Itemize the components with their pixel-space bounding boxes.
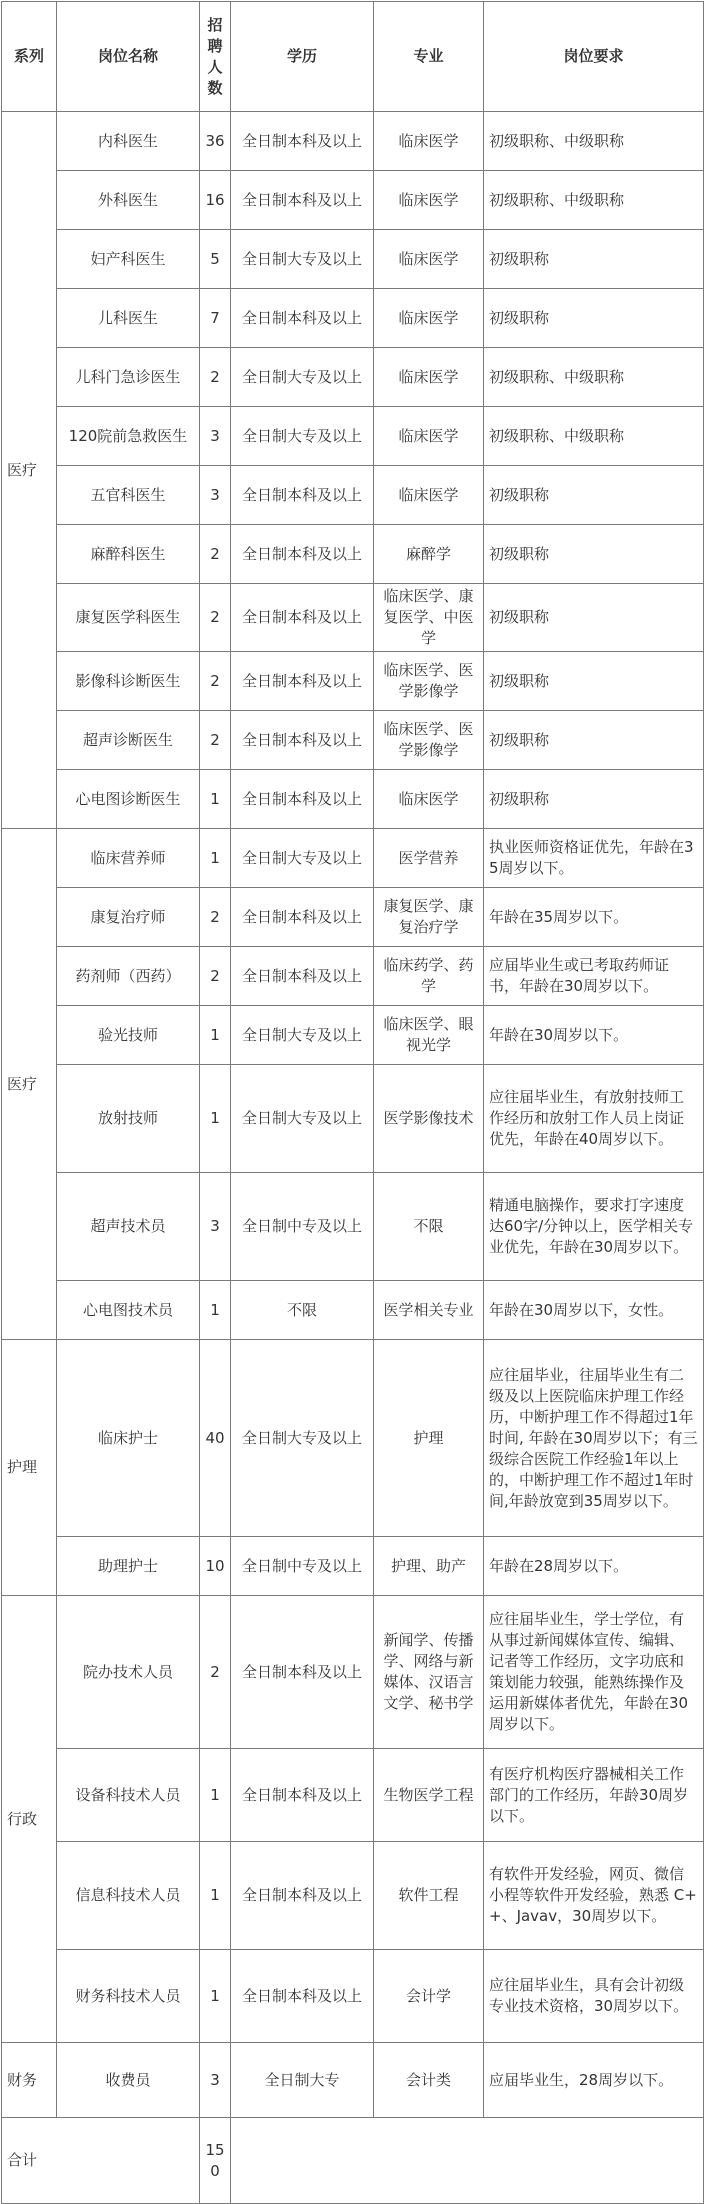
- table-row: [2, 407, 704, 466]
- education-cell: 全日制本科及以上: [231, 888, 374, 947]
- category-cell: 医疗: [2, 112, 57, 829]
- table-row: [2, 230, 704, 289]
- education-cell: 全日制本科及以上: [231, 770, 374, 829]
- header-count: 招聘人数: [200, 2, 231, 112]
- requirements-cell: 应往届毕业生，具有会计初级专业技术资格，30周岁以下。: [484, 1950, 704, 2043]
- header-category: 系列: [2, 2, 57, 112]
- requirements-cell: 应届毕业生，28周岁以下。: [484, 2043, 704, 2118]
- header-major: 专业: [374, 2, 484, 112]
- table-row: [2, 525, 704, 584]
- count-cell: 1: [200, 1950, 231, 2043]
- header-requirements: 岗位要求: [484, 2, 704, 112]
- table-row: [2, 1173, 704, 1281]
- count-cell: 10: [200, 1537, 231, 1596]
- requirements-cell: 精通电脑操作，要求打字速度达60字/分钟以上，医学相关专业优先，年龄在30周岁以下。: [484, 1173, 704, 1281]
- education-cell: 全日制中专及以上: [231, 1537, 374, 1596]
- education-cell: 全日制大专及以上: [231, 1065, 374, 1173]
- count-cell: 2: [200, 1596, 231, 1749]
- header-row: [2, 2, 704, 112]
- major-cell: 临床医学、医学影像学: [374, 652, 484, 711]
- count-cell: 3: [200, 2043, 231, 2118]
- major-cell: 临床药学、药学: [374, 947, 484, 1006]
- requirements-cell: 初级职称: [484, 525, 704, 584]
- table-row: [2, 1281, 704, 1340]
- requirements-cell: 初级职称: [484, 584, 704, 652]
- position-cell: 儿科医生: [57, 289, 200, 348]
- education-cell: 全日制大专及以上: [231, 348, 374, 407]
- category-cell: 医疗: [2, 829, 57, 1340]
- total-count: 150: [200, 2118, 231, 2204]
- major-cell: 临床医学、康复医学、中医学: [374, 584, 484, 652]
- count-cell: 5: [200, 230, 231, 289]
- requirements-cell: 初级职称: [484, 711, 704, 770]
- count-cell: 2: [200, 711, 231, 770]
- count-cell: 2: [200, 652, 231, 711]
- major-cell: 临床医学、医学影像学: [374, 711, 484, 770]
- position-cell: 康复医学科医生: [57, 584, 200, 652]
- category-cell: 护理: [2, 1340, 57, 1596]
- major-cell: 临床医学: [374, 230, 484, 289]
- education-cell: 全日制本科及以上: [231, 1842, 374, 1950]
- table-row: [2, 466, 704, 525]
- table-body: [2, 2, 704, 2204]
- table-row: [2, 1537, 704, 1596]
- table-row: [2, 652, 704, 711]
- position-cell: 助理护士: [57, 1537, 200, 1596]
- count-cell: 1: [200, 1749, 231, 1842]
- major-cell: 软件工程: [374, 1842, 484, 1950]
- table-row: [2, 1006, 704, 1065]
- position-cell: 120院前急救医生: [57, 407, 200, 466]
- count-cell: 16: [200, 171, 231, 230]
- major-cell: 临床医学: [374, 289, 484, 348]
- requirements-cell: 执业医师资格证优先，年龄在35周岁以下。: [484, 829, 704, 888]
- requirements-cell: 初级职称: [484, 466, 704, 525]
- count-cell: 7: [200, 289, 231, 348]
- count-cell: 1: [200, 1281, 231, 1340]
- education-cell: 全日制大专及以上: [231, 1340, 374, 1537]
- count-cell: 1: [200, 1842, 231, 1950]
- position-cell: 放射技师: [57, 1065, 200, 1173]
- table-row: [2, 770, 704, 829]
- education-cell: 全日制大专及以上: [231, 407, 374, 466]
- position-cell: 收费员: [57, 2043, 200, 2118]
- major-cell: 临床医学: [374, 770, 484, 829]
- major-cell: 临床医学: [374, 112, 484, 171]
- major-cell: 新闻学、传播学、网络与新媒体、汉语言文学、秘书学: [374, 1596, 484, 1749]
- count-cell: 40: [200, 1340, 231, 1537]
- count-cell: 2: [200, 888, 231, 947]
- requirements-cell: 年龄在35周岁以下。: [484, 888, 704, 947]
- table-row: [2, 1065, 704, 1173]
- table-row: [2, 1842, 704, 1950]
- position-cell: 超声诊断医生: [57, 711, 200, 770]
- total-empty-cell: [231, 2118, 704, 2204]
- position-cell: 心电图技术员: [57, 1281, 200, 1340]
- count-cell: 1: [200, 829, 231, 888]
- table-row: [2, 289, 704, 348]
- position-cell: 财务科技术人员: [57, 1950, 200, 2043]
- position-cell: 内科医生: [57, 112, 200, 171]
- major-cell: 护理: [374, 1340, 484, 1537]
- position-cell: 麻醉科医生: [57, 525, 200, 584]
- position-cell: 妇产科医生: [57, 230, 200, 289]
- requirements-cell: 应往届毕业生，学士学位，有从事过新闻媒体宣传、编辑、记者等工作经历，文字功底和策划能力较强，能熟练操作及运用新媒体者优先，年龄在30周岁以下。: [484, 1596, 704, 1749]
- education-cell: 全日制大专及以上: [231, 829, 374, 888]
- major-cell: 临床医学、眼视光学: [374, 1006, 484, 1065]
- education-cell: 全日制本科及以上: [231, 1950, 374, 2043]
- requirements-cell: 年龄在30周岁以下。: [484, 1006, 704, 1065]
- position-cell: 药剂师（西药）: [57, 947, 200, 1006]
- position-cell: 临床营养师: [57, 829, 200, 888]
- table-row: [2, 947, 704, 1006]
- requirements-cell: 初级职称: [484, 770, 704, 829]
- table-row: [2, 348, 704, 407]
- requirements-cell: 初级职称: [484, 230, 704, 289]
- count-cell: 36: [200, 112, 231, 171]
- education-cell: 全日制大专: [231, 2043, 374, 2118]
- position-cell: 心电图诊断医生: [57, 770, 200, 829]
- count-cell: 1: [200, 1065, 231, 1173]
- major-cell: 医学影像技术: [374, 1065, 484, 1173]
- major-cell: 麻醉学: [374, 525, 484, 584]
- table-row: [2, 2043, 704, 2118]
- position-cell: 信息科技术人员: [57, 1842, 200, 1950]
- education-cell: 全日制大专及以上: [231, 1006, 374, 1065]
- requirements-cell: 应届毕业生或已考取药师证书，年龄在30周岁以下。: [484, 947, 704, 1006]
- table-row: [2, 1950, 704, 2043]
- table-row: [2, 112, 704, 171]
- header-education: 学历: [231, 2, 374, 112]
- requirements-cell: 初级职称、中级职称: [484, 112, 704, 171]
- requirements-cell: 年龄在30周岁以下，女性。: [484, 1281, 704, 1340]
- total-label: 合计: [2, 2118, 200, 2204]
- position-cell: 临床护士: [57, 1340, 200, 1537]
- education-cell: 全日制本科及以上: [231, 652, 374, 711]
- major-cell: 生物医学工程: [374, 1749, 484, 1842]
- position-cell: 验光技师: [57, 1006, 200, 1065]
- education-cell: 全日制本科及以上: [231, 1596, 374, 1749]
- education-cell: 全日制中专及以上: [231, 1173, 374, 1281]
- major-cell: 临床医学: [374, 466, 484, 525]
- count-cell: 2: [200, 525, 231, 584]
- count-cell: 2: [200, 348, 231, 407]
- requirements-cell: 初级职称: [484, 652, 704, 711]
- education-cell: 全日制本科及以上: [231, 711, 374, 770]
- requirements-cell: 年龄在28周岁以下。: [484, 1537, 704, 1596]
- requirements-cell: 应往届毕业，往届毕业生有二级及以上医院临床护理工作经历，中断护理工作不得超过1年时间, 年龄在30周岁以下；有三级综合医院工作经验1年以上的，中断护理工作不超过1年时间,年龄放宽到35周岁以下。: [484, 1340, 704, 1537]
- education-cell: 全日制本科及以上: [231, 947, 374, 1006]
- position-cell: 康复治疗师: [57, 888, 200, 947]
- count-cell: 3: [200, 1173, 231, 1281]
- count-cell: 3: [200, 407, 231, 466]
- header-position: 岗位名称: [57, 2, 200, 112]
- requirements-cell: 有软件开发经验，网页、微信小程等软件开发经验，熟悉 C++、Javav，30周岁以下。: [484, 1842, 704, 1950]
- education-cell: 全日制本科及以上: [231, 466, 374, 525]
- category-cell: 财务: [2, 2043, 57, 2118]
- major-cell: 康复医学、康复治疗学: [374, 888, 484, 947]
- count-cell: 1: [200, 770, 231, 829]
- major-cell: 护理、助产: [374, 1537, 484, 1596]
- major-cell: 临床医学: [374, 171, 484, 230]
- recruitment-table: [1, 1, 704, 2204]
- education-cell: 不限: [231, 1281, 374, 1340]
- major-cell: 临床医学: [374, 348, 484, 407]
- requirements-cell: 应往届毕业生，有放射技师工作经历和放射工作人员上岗证优先，年龄在40周岁以下。: [484, 1065, 704, 1173]
- requirements-cell: 初级职称: [484, 289, 704, 348]
- major-cell: 医学相关专业: [374, 1281, 484, 1340]
- major-cell: 临床医学: [374, 407, 484, 466]
- major-cell: 不限: [374, 1173, 484, 1281]
- table-row: [2, 711, 704, 770]
- position-cell: 儿科门急诊医生: [57, 348, 200, 407]
- table-row: [2, 829, 704, 888]
- count-cell: 1: [200, 1006, 231, 1065]
- requirements-cell: 初级职称、中级职称: [484, 407, 704, 466]
- education-cell: 全日制大专及以上: [231, 230, 374, 289]
- requirements-cell: 初级职称、中级职称: [484, 171, 704, 230]
- requirements-cell: 有医疗机构医疗器械相关工作部门的工作经历，年龄30周岁以下。: [484, 1749, 704, 1842]
- education-cell: 全日制本科及以上: [231, 112, 374, 171]
- education-cell: 全日制本科及以上: [231, 1749, 374, 1842]
- requirements-cell: 初级职称、中级职称: [484, 348, 704, 407]
- total-row: [2, 2118, 704, 2204]
- position-cell: 院办技术人员: [57, 1596, 200, 1749]
- table-row: [2, 888, 704, 947]
- table-row: [2, 1749, 704, 1842]
- count-cell: 3: [200, 466, 231, 525]
- position-cell: 设备科技术人员: [57, 1749, 200, 1842]
- position-cell: 影像科诊断医生: [57, 652, 200, 711]
- table-row: [2, 584, 704, 652]
- table-row: [2, 1340, 704, 1537]
- count-cell: 2: [200, 584, 231, 652]
- major-cell: 医学营养: [374, 829, 484, 888]
- major-cell: 会计类: [374, 2043, 484, 2118]
- education-cell: 全日制本科及以上: [231, 584, 374, 652]
- category-cell: 行政: [2, 1596, 57, 2043]
- education-cell: 全日制本科及以上: [231, 289, 374, 348]
- education-cell: 全日制本科及以上: [231, 171, 374, 230]
- table-row: [2, 1596, 704, 1749]
- position-cell: 外科医生: [57, 171, 200, 230]
- position-cell: 超声技术员: [57, 1173, 200, 1281]
- table-row: [2, 171, 704, 230]
- count-cell: 2: [200, 947, 231, 1006]
- position-cell: 五官科医生: [57, 466, 200, 525]
- major-cell: 会计学: [374, 1950, 484, 2043]
- education-cell: 全日制本科及以上: [231, 525, 374, 584]
